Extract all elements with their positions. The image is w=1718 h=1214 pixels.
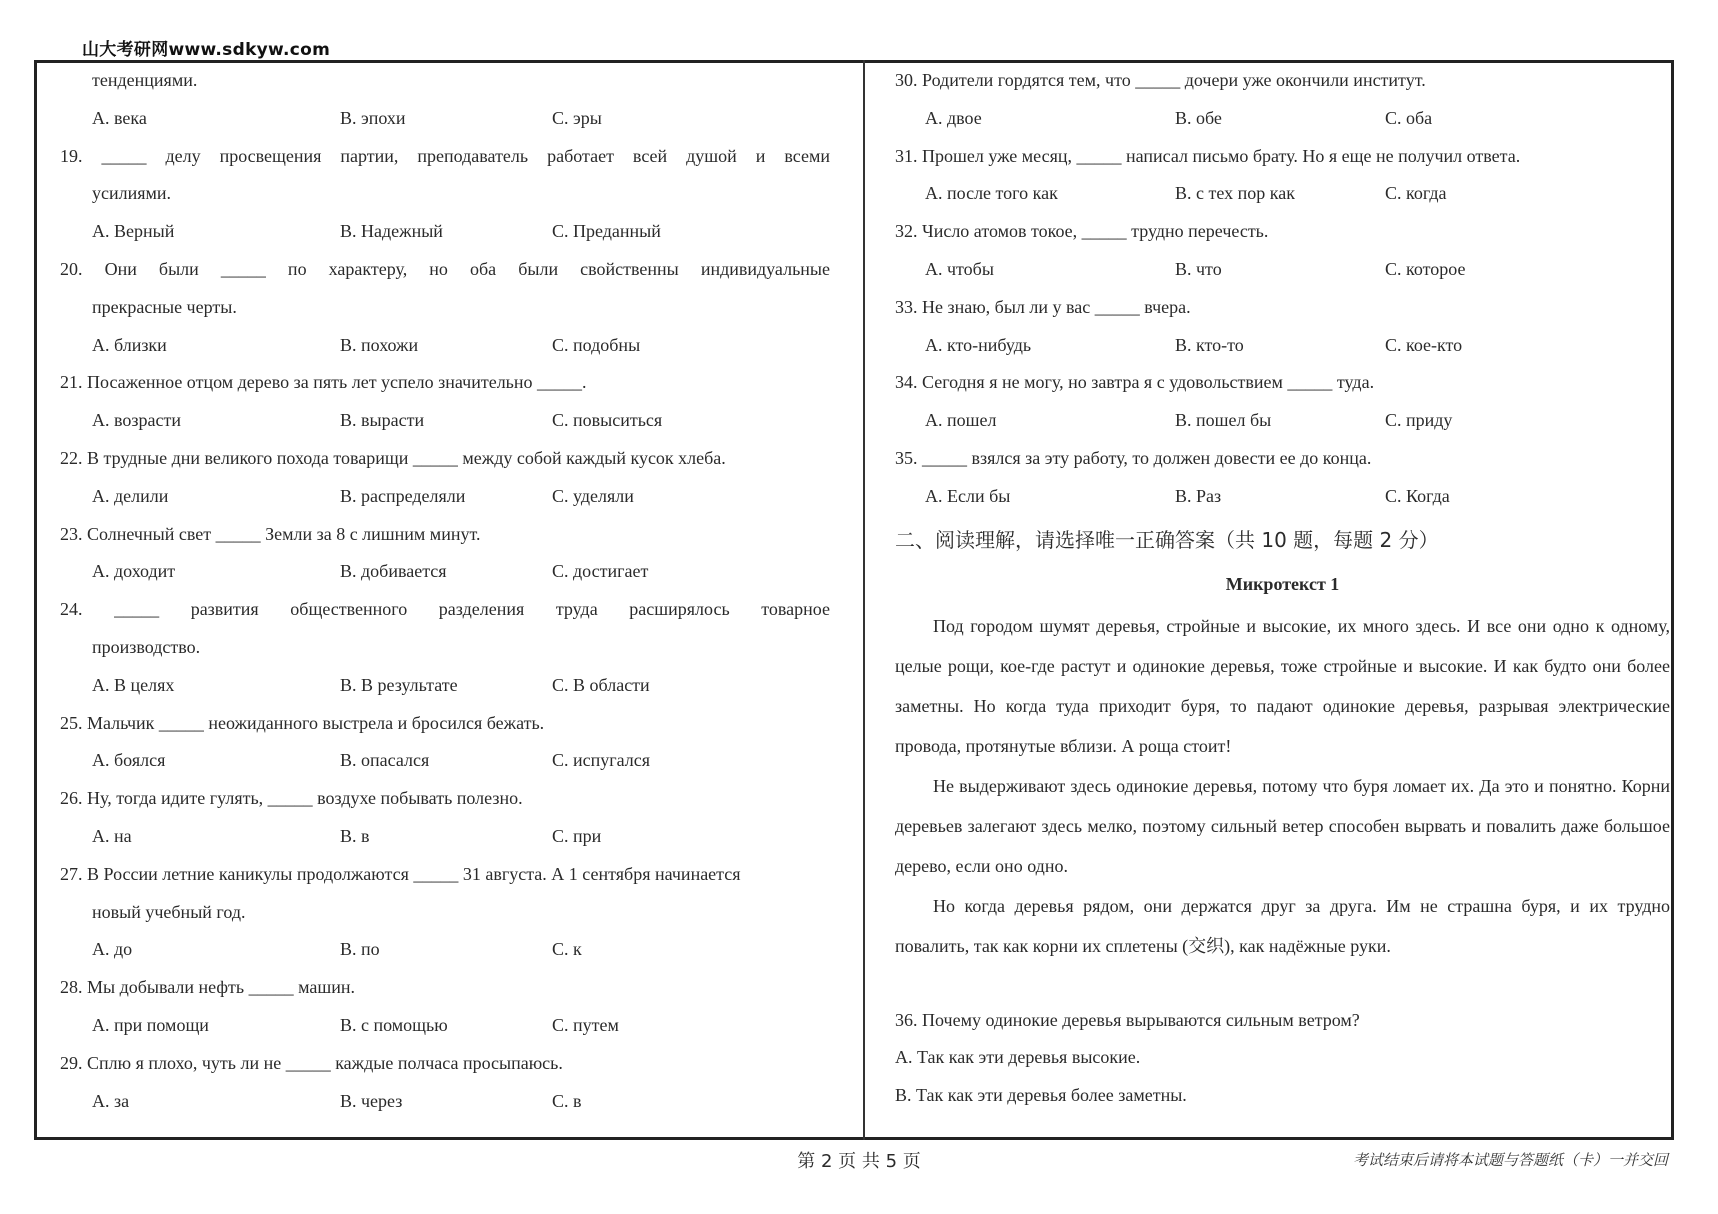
option-b: B. В результате: [340, 674, 458, 695]
question-line: 23. Солнечный свет _____ Земли за 8 с лишним минут.: [60, 523, 481, 544]
question-line: усилиями.: [92, 183, 172, 204]
question-line: прекрасные черты.: [92, 296, 237, 317]
option-c: C. когда: [1385, 183, 1447, 204]
answer-options: [60, 100, 830, 138]
question-line: новый учебный год.: [92, 901, 246, 922]
page-footer: [0, 1145, 1718, 1175]
question-line: 28. Мы добывали нефть _____ машин.: [60, 977, 355, 998]
option-c: C. к: [552, 939, 582, 960]
question-line: 20. Они были _____ по характеру, но оба были свойственны индивидуальные: [60, 258, 830, 279]
option-b: B. пошел бы: [1175, 410, 1272, 431]
option-b: B. с помощью: [340, 1014, 448, 1035]
option-c: C. в: [552, 1090, 582, 1111]
option-b: B. с тех пор как: [1175, 183, 1295, 204]
option-b: B. вырасти: [340, 410, 425, 431]
option-b: B. в: [340, 825, 370, 846]
answer-options: [60, 742, 830, 780]
microtext-paragraph: Но когда деревья рядом, они держатся друг за друга. Им не страшна буря, и их трудно повалить, так как корни их сплетены (交织), как надёжные руки.: [895, 895, 1670, 956]
question-line: 29. Сплю я плохо, чуть ли не _____ каждые полчаса просыпаюсь.: [60, 1052, 563, 1073]
option-b: B. через: [340, 1090, 403, 1111]
option-c: C. Преданный: [552, 221, 661, 242]
option-a: A. Если бы: [925, 485, 1011, 506]
option-b: B. Надежный: [340, 221, 443, 242]
question-line: 34. Сегодня я не могу, но завтра я с удовольствием _____ туда.: [895, 372, 1375, 393]
option-c: C. приду: [1385, 410, 1453, 431]
answer-options: [895, 327, 1670, 365]
option-b: B. эпохи: [340, 107, 406, 128]
option-b: B. обе: [1175, 107, 1222, 128]
option-c: C. путем: [552, 1014, 619, 1035]
answer-options: [895, 402, 1670, 440]
microtext-paragraph: Не выдерживают здесь одинокие деревья, потому что буря ломает их. Да это и понятно. Корни деревьев залегают здесь мелко, поэтому сильный ветер способен вырвать и повалить даже большое дерево, если оно одно.: [895, 775, 1670, 876]
option-b: B. по: [340, 939, 380, 960]
column-divider: [863, 60, 865, 1140]
question-line: 35. _____ взялся за эту работу, то должен довести ее до конца.: [895, 447, 1372, 468]
option-a: A. века: [92, 107, 147, 128]
question-line: 21. Посаженное отцом дерево за пять лет успело значительно _____.: [60, 372, 587, 393]
option-b: B. добивается: [340, 561, 447, 582]
spacer: [895, 966, 1670, 1002]
microtext-title: Микротекст 1: [1225, 573, 1340, 594]
right-column: [895, 62, 1670, 1115]
option-a: A. за: [92, 1090, 130, 1111]
option-a: A. чтобы: [925, 258, 994, 279]
answer-options: [60, 1083, 830, 1121]
option-a: A. после того как: [925, 183, 1058, 204]
right-questions: [895, 62, 1670, 516]
option-a: A. Так как эти деревья высокие.: [895, 1047, 1141, 1068]
question-line: 31. Прошел уже месяц, _____ написал письмо брату. Но я еще не получил ответа.: [895, 145, 1521, 166]
question-line: тенденциями.: [92, 70, 198, 90]
left-column: [60, 62, 830, 1120]
option-c: C. которое: [1385, 258, 1466, 279]
option-a: A. на: [92, 825, 132, 846]
answer-options: [895, 251, 1670, 289]
answer-options: [60, 402, 830, 440]
answer-options: [60, 818, 830, 856]
option-b: B. Раз: [1175, 485, 1222, 506]
option-c: C. уделяли: [552, 485, 634, 506]
option-c: C. эры: [552, 107, 602, 128]
question-line: 30. Родители гордятся тем, что _____ дочери уже окончили институт.: [895, 70, 1426, 90]
answer-options: [60, 327, 830, 365]
question-36: 36. Почему одинокие деревья вырываются сильным ветром?: [895, 1009, 1360, 1030]
option-a: A. делили: [92, 485, 169, 506]
answer-options: [895, 175, 1670, 213]
option-c: C. подобны: [552, 334, 641, 355]
answer-options: [895, 100, 1670, 138]
microtext-paragraph: Под городом шумят деревья, стройные и высокие, их много здесь. И все они одно к одному, целые рощи, кое-где растут и одинокие деревья, тоже стройные и высокие. И как будто они более заметны. Но когда туда приходит буря, то падают одинокие деревья, разрывая электрические провода, протянутые вблизи. А роща стоит!: [895, 615, 1670, 756]
option-a: A. близки: [92, 334, 167, 355]
answer-options: [60, 1007, 830, 1045]
option-a: A. В целях: [92, 674, 175, 695]
option-a: A. доходит: [92, 561, 176, 582]
option-b: B. похожи: [340, 334, 419, 355]
question-line: 19. _____ делу просвещения партии, преподаватель работает всей душой и всеми: [60, 145, 830, 166]
option-b: B. опасался: [340, 750, 430, 771]
option-b: B. кто-то: [1175, 334, 1244, 355]
answer-options: [60, 667, 830, 705]
option-c: C. Когда: [1385, 485, 1450, 506]
question-line: 33. Не знаю, был ли у вас _____ вчера.: [895, 296, 1191, 317]
submission-note: 考试结束后请将本试题与答题纸（卡）一并交回: [1352, 1151, 1668, 1169]
option-c: C. оба: [1385, 107, 1433, 128]
question-line: 26. Ну, тогда идите гулять, _____ воздухе побывать полезно.: [60, 788, 523, 809]
option-b: B. Так как эти деревья более заметны.: [895, 1085, 1187, 1106]
answer-options: [60, 478, 830, 516]
section-heading: 二、阅读理解，请选择唯一正确答案（共 10 题，每题 2 分）: [895, 527, 1439, 552]
answer-options: [60, 931, 830, 969]
question-line: 22. В трудные дни великого похода товарищи _____ между собой каждый кусок хлеба.: [60, 447, 726, 468]
option-c: C. повыситься: [552, 410, 663, 431]
answer-options: [60, 553, 830, 591]
option-c: C. кое-кто: [1385, 334, 1463, 355]
option-c: C. испугался: [552, 750, 651, 771]
option-b: B. что: [1175, 258, 1222, 279]
option-a: A. боялся: [92, 750, 166, 771]
page-number: 第 2 页 共 5 页: [797, 1151, 921, 1172]
question-line: 32. Число атомов токое, _____ трудно перечесть.: [895, 221, 1269, 242]
option-c: C. достигает: [552, 561, 649, 582]
site-watermark: 山大考研网www.sdkyw.com: [82, 40, 331, 60]
option-c: C. при: [552, 825, 602, 846]
question-line: производство.: [92, 636, 201, 657]
option-a: A. до: [92, 939, 133, 960]
option-a: A. пошел: [925, 410, 997, 431]
question-line: 25. Мальчик _____ неожиданного выстрела и бросился бежать.: [60, 712, 545, 733]
option-a: A. Верный: [92, 221, 175, 242]
option-c: C. В области: [552, 674, 650, 695]
question-line: 27. В России летние каникулы продолжаются _____ 31 августа. А 1 сентября начинается: [60, 863, 741, 884]
microtext-body: [895, 606, 1670, 966]
answer-options: [895, 478, 1670, 516]
answer-options: [60, 213, 830, 251]
question-line: 24. _____ развития общественного разделения труда расширялось товарное: [60, 599, 830, 620]
option-b: B. распределяли: [340, 485, 466, 506]
option-a: A. при помощи: [92, 1014, 209, 1035]
option-a: A. двое: [925, 107, 982, 128]
option-a: A. кто-нибудь: [925, 334, 1032, 355]
option-a: A. возрасти: [92, 410, 181, 431]
